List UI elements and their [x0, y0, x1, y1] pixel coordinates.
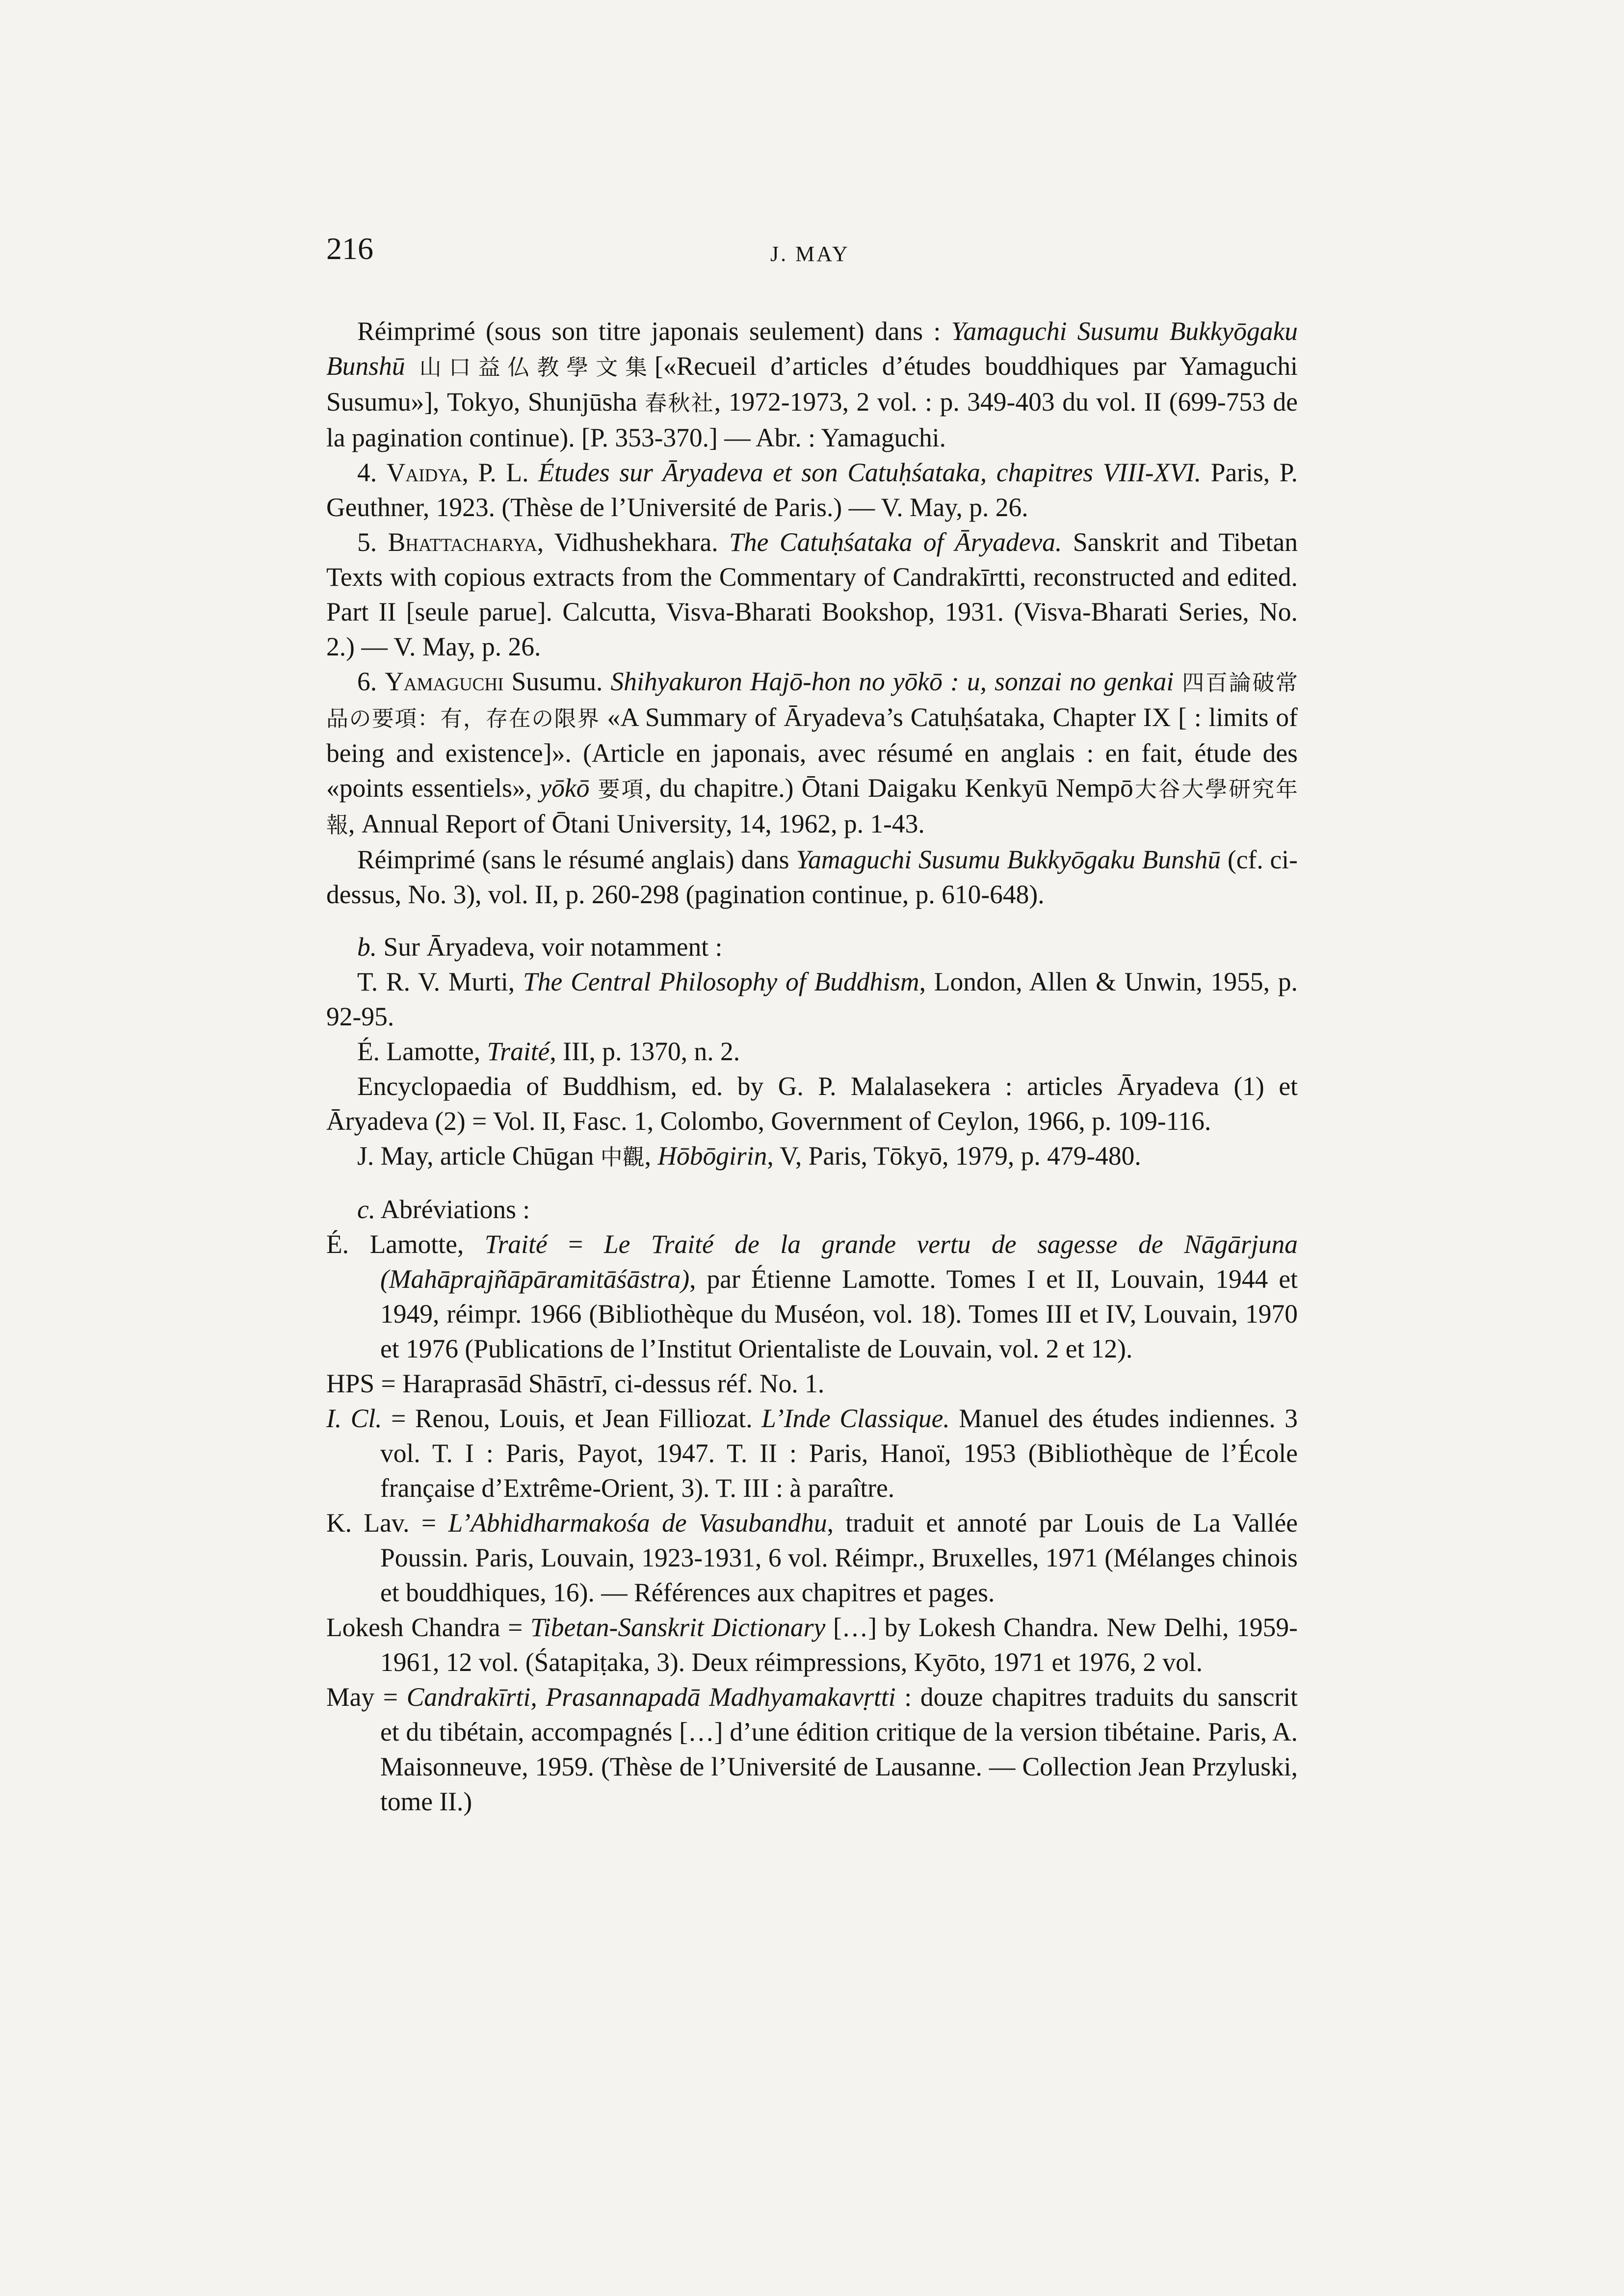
paragraph-reprint-note: Réimprimé (sans le résumé anglais) dans Yamaguchi Susumu Bukkyōgaku Bunshū (cf. ci-dessus, No. 3), vol. II, p. 260-298 (pagination continue, p. 610-648).: [326, 845, 1298, 909]
abbreviation-icl: I. Cl. = Renou, Louis, et Jean Filliozat. L’Inde Classique. Manuel des études indiennes. 3 vol. T. I : Paris, Payot, 1947. T. II : Paris, Hanoï, 1953 (Bibliothèque de l’École française d’Extrême-Orient, 3). T. III : à paraître.: [326, 1404, 1298, 1503]
abbreviation-lokesh-chandra: Lokesh Chandra = Tibetan-Sanskrit Dictionary […] by Lokesh Chandra. New Delhi, 1959-1961, 12 vol. (Śatapiṭaka, 3). Deux réimpressions, Kyōto, 1971 et 1976, 2 vol.: [326, 1613, 1298, 1677]
abbreviation-lamotte-traite: É. Lamotte, Traité = Le Traité de la grande vertu de sagesse de Nāgārjuna (Mahāprajñāpāramitāśāstra), par Étienne Lamotte. Tomes I et II, Louvain, 1944 et 1949, réimpr. 1966 (Bibliothèque du Muséon, vol. 18). Tomes III et IV, Louvain, 1970 et 1976 (Publications de l’Institut Orientaliste de Louvain, vol. 2 et 12).: [326, 1229, 1298, 1363]
paragraph-reprint-yamaguchi: Réimprimé (sous son titre japonais seulement) dans : Yamaguchi Susumu Bukkyōgaku Bunshū 山口益仏教學文集[«Recueil d’articles d’études bouddhiques par Yamaguchi Susumu»], Tokyo, Shunjūsha 春秋社, 1972-1973, 2 vol. : p. 349-403 du vol. II (699-753 de la pagination continue). [P. 353-370.] — Abr. : Yamaguchi.: [326, 316, 1298, 452]
reference-murti: T. R. V. Murti, The Central Philosophy of Buddhism, London, Allen & Unwin, 1955, p. 92-95.: [326, 967, 1298, 1031]
reference-lamotte: É. Lamotte, Traité, III, p. 1370, n. 2.: [357, 1037, 740, 1066]
reference-may-chugan: J. May, article Chūgan 中觀, Hōbōgirin, V, Paris, Tōkyō, 1979, p. 479-480.: [357, 1141, 1141, 1171]
abbreviation-hps: HPS = Haraprasād Shāstrī, ci-dessus réf. No. 1.: [326, 1369, 825, 1398]
section-b-heading: b. Sur Āryadeva, voir notamment :: [357, 932, 723, 962]
section-c-heading: c. Abréviations :: [357, 1195, 530, 1224]
abbreviation-klav: K. Lav. = L’Abhidharmakośa de Vasubandhu, traduit et annoté par Louis de La Vallée Poussin. Paris, Louvain, 1923-1931, 6 vol. Réimpr., Bruxelles, 1971 (Mélanges chinois et bouddhiques, 16). — Références aux chapitres et pages.: [326, 1508, 1298, 1607]
reference-4-vaidya: 4. Vaidya, P. L. Études sur Āryadeva et son Catuḥśataka, chapitres VIII-XVI. Paris, P. Geuthner, 1923. (Thèse de l’Université de Paris.) — V. May, p. 26.: [326, 458, 1298, 522]
reference-encyclopaedia: Encyclopaedia of Buddhism, ed. by G. P. Malalasekera : articles Āryadeva (1) et Āryadeva (2) = Vol. II, Fasc. 1, Colombo, Government of Ceylon, 1966, p. 109-116.: [326, 1071, 1298, 1136]
running-head: J. MAY: [770, 242, 850, 266]
reference-6-yamaguchi: 6. Yamaguchi Susumu. Shihyakuron Hajō-hon no yōkō : u, sonzai no genkai 四百論破常品の要項：有，存在の限界 «A Summary of Āryadeva’s Catuḥśataka, Chapter IX [ : limits of being and existence]». (Article en japonais, avec résumé en anglais : en fait, étude des «points essentiels», yōkō 要項, du chapitre.) Ōtani Daigaku Kenkyū Nempō大谷大學研究年報, Annual Report of Ōtani University, 14, 1962, p. 1-43.: [326, 667, 1298, 838]
abbreviation-may: May = Candrakīrti, Prasannapadā Madhyamakavṛtti : douze chapitres traduits du sanscrit et du tibétain, accompagnés […] d’une édition critique de la version tibétaine. Paris, A. Maisonneuve, 1959. (Thèse de l’Université de Lausanne. — Collection Jean Przyluski, tome II.): [326, 1682, 1298, 1816]
reference-5-bhattacharya: 5. Bhattacharya, Vidhushekhara. The Catuḥśataka of Āryadeva. Sanskrit and Tibetan Texts with copious extracts from the Commentary of Candrakīrtti, reconstructed and edited. Part II [seule parue]. Calcutta, Visva-Bharati Bookshop, 1931. (Visva-Bharati Series, No. 2.) — V. May, p. 26.: [326, 527, 1298, 661]
page-number: 216: [326, 231, 373, 266]
body-text: [326, 314, 1298, 1819]
